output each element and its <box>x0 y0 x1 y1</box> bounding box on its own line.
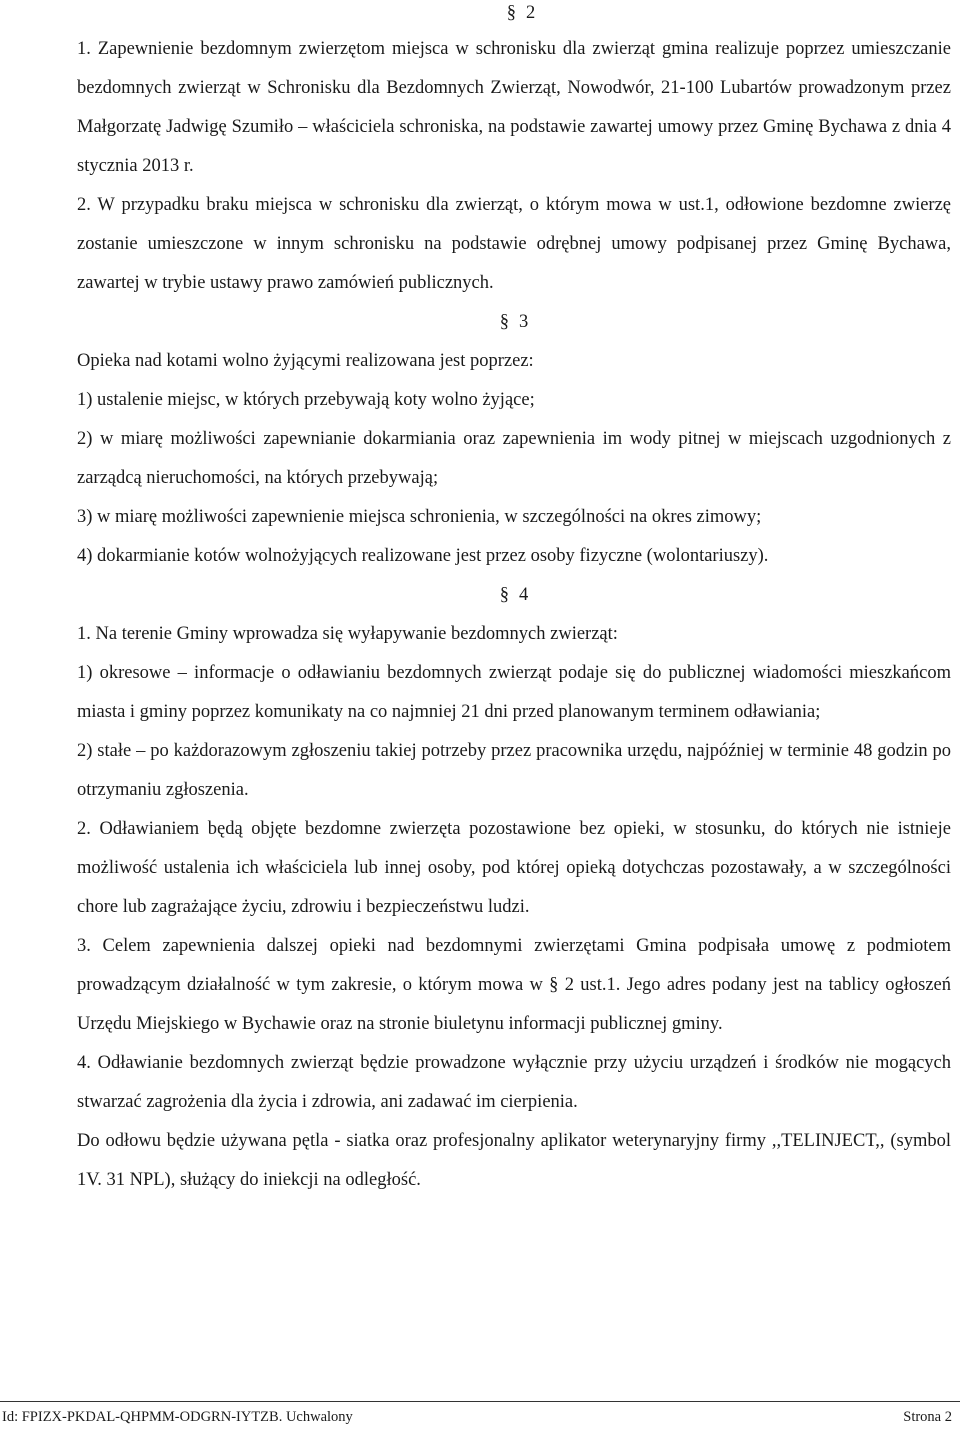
document-id: Id: FPIZX-PKDAL-QHPMM-ODGRN-IYTZB. Uchwalony <box>2 1409 353 1425</box>
paragraph: 2) stałe – po każdorazowym zgłoszeniu takiej potrzeby przez pracownika urzędu, najpóźniej w terminie 48 godzin po otrzymaniu zgłoszenia. <box>77 741 951 800</box>
paragraph: Opieka nad kotami wolno żyjącymi realizowana jest poprzez: <box>77 351 534 371</box>
section-number: 3 <box>519 312 529 332</box>
paragraph: 2. W przypadku braku miejsca w schronisku dla zwierząt, o którym mowa w ust.1, odłowione bezdomne zwierzę zostanie umieszczone w innym schronisku na podstawie odrębnej umowy podpisanej przez Gminę Bychawa, zawartej w trybie ustawy prawo zamówień publicznych. <box>77 195 951 293</box>
page-number: Strona 2 <box>903 1409 952 1425</box>
paragraph: 1) okresowe – informacje o odławianiu bezdomnych zwierząt podaje się do publicznej wiadomości mieszkańcom miasta i gminy poprzez komunikaty na co najmniej 21 dni przed planowanym terminem odławiania; <box>77 663 951 722</box>
paragraph: 4) dokarmianie kotów wolnożyjących realizowane jest przez osoby fizyczne (wolontariuszy). <box>77 546 769 566</box>
section-symbol: § <box>506 3 516 23</box>
paragraph: 3. Celem zapewnienia dalszej opieki nad bezdomnymi zwierzętami Gmina podpisała umowę z podmiotem prowadzącym działalność w tym zakresie, o którym mowa w § 2 ust.1. Jego adres podany jest na tablicy ogłoszeń Urzędu Miejskiego w Bychawie oraz na stronie biuletynu informacji publicznej gminy. <box>77 936 951 1034</box>
section-symbol: § <box>499 312 509 332</box>
document-body <box>77 0 951 1200</box>
paragraph: 2) w miarę możliwości zapewnianie dokarmiania oraz zapewnienia im wody pitnej w miejscach uzgodnionych z zarządcą nieruchomości, na których przebywają; <box>77 429 951 488</box>
paragraph: 1. Zapewnienie bezdomnym zwierzętom miejsca w schronisku dla zwierząt gmina realizuje poprzez umieszczanie bezdomnych zwierząt w Schronisku dla Bezdomnych Zwierząt, Nowodwór, 21-100 Lubartów prowadzonym przez Małgorzatę Jadwigę Szumiło – właściciela schroniska, na podstawie zawartej umowy przez Gminę Bychawa z dnia 4 stycznia 2013 r. <box>77 39 951 176</box>
section-heading-3 <box>77 303 951 342</box>
paragraph: 1) ustalenie miejsc, w których przebywają koty wolno żyjące; <box>77 390 535 410</box>
footer-divider <box>0 1401 960 1402</box>
section-heading-2 <box>77 0 951 30</box>
paragraph: 3) w miarę możliwości zapewnienie miejsca schronienia, w szczególności na okres zimowy; <box>77 507 762 527</box>
section-number: 2 <box>526 3 536 23</box>
section-number: 4 <box>519 585 529 605</box>
paragraph: Do odłowu będzie używana pętla - siatka oraz profesjonalny aplikator weterynaryjny firmy ,,TELINJECT,, (symbol 1V. 31 NPL), służący do iniekcji na odległość. <box>77 1131 951 1190</box>
section-heading-4 <box>77 576 951 615</box>
section-symbol: § <box>499 585 509 605</box>
paragraph: 4. Odławianie bezdomnych zwierząt będzie prowadzone wyłącznie przy użyciu urządzeń i środków nie mogących stwarzać zagrożenia dla życia i zdrowia, ani zadawać im cierpienia. <box>77 1053 951 1112</box>
paragraph: 1. Na terenie Gminy wprowadza się wyłapywanie bezdomnych zwierząt: <box>77 624 618 644</box>
paragraph: 2. Odławianiem będą objęte bezdomne zwierzęta pozostawione bez opieki, w stosunku, do których nie istnieje możliwość ustalenia ich właściciela lub innej osoby, pod której opieką dotychczas pozostawały, a w szczególności chore lub zagrażające życiu, zdrowiu i bezpieczeństwu ludzi. <box>77 819 951 917</box>
